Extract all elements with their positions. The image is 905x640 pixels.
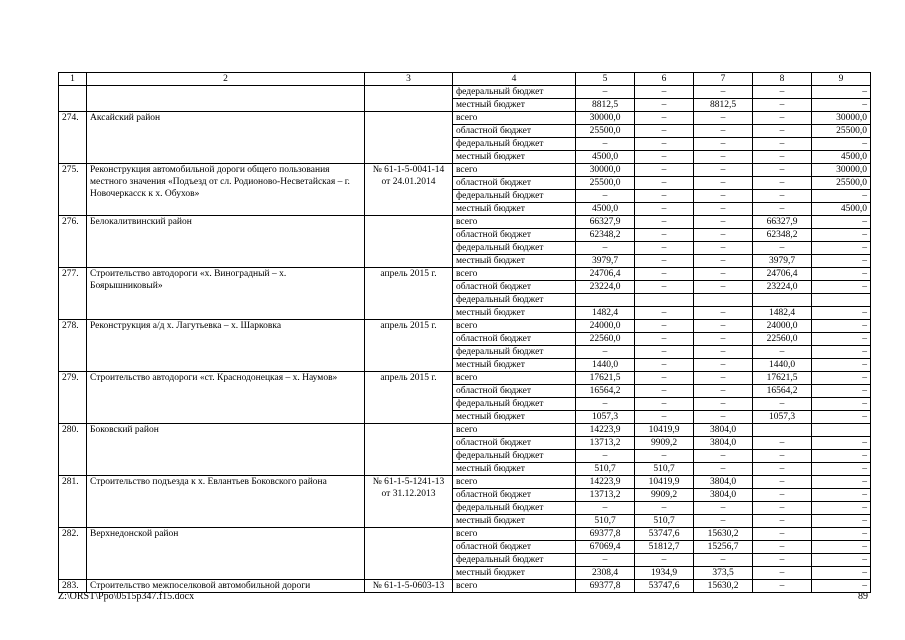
funding-source: федеральный бюджет [453, 242, 576, 255]
value-cell: – [753, 463, 812, 476]
value-cell: – [576, 86, 635, 99]
document-reference [365, 528, 453, 580]
object-name: Аксайский район [87, 112, 365, 164]
value-cell: – [753, 489, 812, 502]
value-cell: – [576, 450, 635, 463]
value-cell: – [635, 138, 694, 151]
value-cell: 24706,4 [576, 268, 635, 281]
value-cell [812, 424, 871, 437]
document-cell [365, 86, 453, 112]
value-cell: – [812, 580, 871, 593]
value-cell: 24706,4 [753, 268, 812, 281]
value-cell: – [576, 242, 635, 255]
value-cell: – [694, 255, 753, 268]
funding-source: всего [453, 528, 576, 541]
value-cell: – [694, 320, 753, 333]
value-cell: 1057,3 [576, 411, 635, 424]
column-number: 4 [453, 73, 576, 86]
document-reference [365, 112, 453, 164]
value-cell: – [694, 125, 753, 138]
value-cell: – [635, 125, 694, 138]
value-cell: 14223,9 [576, 476, 635, 489]
funding-source: всего [453, 320, 576, 333]
value-cell: – [635, 229, 694, 242]
funding-source: областной бюджет [453, 333, 576, 346]
value-cell: – [812, 541, 871, 554]
value-cell: 53747,6 [635, 580, 694, 593]
value-cell: – [753, 567, 812, 580]
funding-source: областной бюджет [453, 385, 576, 398]
value-cell: – [694, 346, 753, 359]
column-number: 1 [59, 73, 87, 86]
value-cell: – [635, 450, 694, 463]
funding-source: федеральный бюджет [453, 190, 576, 203]
value-cell: – [694, 151, 753, 164]
value-cell: – [635, 216, 694, 229]
value-cell: – [635, 190, 694, 203]
funding-source: федеральный бюджет [453, 86, 576, 99]
value-cell: – [753, 398, 812, 411]
value-cell: – [694, 411, 753, 424]
document-reference [365, 216, 453, 268]
value-cell: 373,5 [694, 567, 753, 580]
value-cell: 23224,0 [576, 281, 635, 294]
value-cell: – [635, 359, 694, 372]
value-cell: – [635, 554, 694, 567]
row-number: 274. [59, 112, 87, 164]
value-cell: – [812, 281, 871, 294]
value-cell: 22560,0 [576, 333, 635, 346]
value-cell: – [576, 346, 635, 359]
funding-source: федеральный бюджет [453, 398, 576, 411]
value-cell: – [635, 203, 694, 216]
value-cell: – [753, 203, 812, 216]
value-cell: – [753, 190, 812, 203]
value-cell: – [812, 502, 871, 515]
value-cell: – [812, 385, 871, 398]
value-cell: 3804,0 [694, 437, 753, 450]
value-cell: 30000,0 [576, 164, 635, 177]
document-reference [365, 424, 453, 476]
column-number: 2 [87, 73, 365, 86]
value-cell: – [635, 99, 694, 112]
value-cell: – [694, 216, 753, 229]
value-cell: – [753, 502, 812, 515]
value-cell: 1440,0 [753, 359, 812, 372]
table-row [59, 112, 871, 125]
value-cell: – [576, 502, 635, 515]
value-cell: – [694, 359, 753, 372]
document-reference: № 61-1-5-0041-14 от 24.01.2014 [365, 164, 453, 216]
table-row [59, 372, 871, 385]
value-cell: – [694, 112, 753, 125]
value-cell: 16564,2 [753, 385, 812, 398]
value-cell: – [812, 99, 871, 112]
funding-source: местный бюджет [453, 567, 576, 580]
value-cell: 67069,4 [576, 541, 635, 554]
value-cell: – [694, 203, 753, 216]
value-cell: 1482,4 [576, 307, 635, 320]
value-cell: 23224,0 [753, 281, 812, 294]
funding-source: местный бюджет [453, 463, 576, 476]
value-cell: 4500,0 [576, 203, 635, 216]
funding-source: областной бюджет [453, 125, 576, 138]
document-reference: апрель 2015 г. [365, 268, 453, 320]
value-cell: – [635, 151, 694, 164]
value-cell: 1057,3 [753, 411, 812, 424]
value-cell: – [694, 138, 753, 151]
value-cell: – [812, 255, 871, 268]
value-cell: – [635, 411, 694, 424]
row-number: 281. [59, 476, 87, 528]
funding-source: федеральный бюджет [453, 294, 576, 307]
value-cell: 30000,0 [576, 112, 635, 125]
column-number: 5 [576, 73, 635, 86]
value-cell: – [694, 450, 753, 463]
column-number: 8 [753, 73, 812, 86]
funding-source: федеральный бюджет [453, 346, 576, 359]
document-reference: № 61-1-5-0603-13 [365, 580, 453, 593]
value-cell: – [753, 164, 812, 177]
value-cell: – [576, 138, 635, 151]
value-cell: – [812, 229, 871, 242]
value-cell: 15256,7 [694, 541, 753, 554]
value-cell: – [753, 515, 812, 528]
value-cell: 14223,9 [576, 424, 635, 437]
value-cell [694, 294, 753, 307]
value-cell: – [694, 385, 753, 398]
value-cell: 66327,9 [753, 216, 812, 229]
funding-source: местный бюджет [453, 203, 576, 216]
row-number-cell [59, 86, 87, 112]
value-cell: 17621,5 [753, 372, 812, 385]
value-cell: 25500,0 [576, 125, 635, 138]
value-cell: – [694, 372, 753, 385]
value-cell: 24000,0 [576, 320, 635, 333]
value-cell: 69377,8 [576, 528, 635, 541]
value-cell: – [694, 242, 753, 255]
value-cell: 51812,7 [635, 541, 694, 554]
value-cell: – [812, 138, 871, 151]
value-cell: – [753, 99, 812, 112]
value-cell: 30000,0 [812, 164, 871, 177]
column-number: 7 [694, 73, 753, 86]
value-cell: – [635, 333, 694, 346]
value-cell: – [694, 86, 753, 99]
value-cell: – [753, 112, 812, 125]
value-cell: 53747,6 [635, 528, 694, 541]
funding-source: областной бюджет [453, 177, 576, 190]
value-cell: – [812, 359, 871, 372]
table-row [59, 320, 871, 333]
value-cell: – [635, 177, 694, 190]
value-cell: – [812, 320, 871, 333]
funding-source: областной бюджет [453, 229, 576, 242]
funding-source: федеральный бюджет [453, 502, 576, 515]
value-cell: 3979,7 [753, 255, 812, 268]
funding-source: федеральный бюджет [453, 138, 576, 151]
value-cell: – [753, 86, 812, 99]
value-cell: – [635, 502, 694, 515]
funding-source: областной бюджет [453, 281, 576, 294]
value-cell: – [812, 242, 871, 255]
value-cell: 66327,9 [576, 216, 635, 229]
value-cell: – [812, 190, 871, 203]
object-name: Боковский район [87, 424, 365, 476]
funding-source: всего [453, 268, 576, 281]
value-cell: – [753, 528, 812, 541]
value-cell: 3804,0 [694, 424, 753, 437]
value-cell: – [635, 320, 694, 333]
value-cell: – [635, 346, 694, 359]
value-cell: – [812, 307, 871, 320]
value-cell: 8812,5 [576, 99, 635, 112]
row-number: 276. [59, 216, 87, 268]
value-cell: – [753, 450, 812, 463]
table-row [59, 216, 871, 229]
funding-source: всего [453, 164, 576, 177]
funding-source: местный бюджет [453, 151, 576, 164]
funding-source: областной бюджет [453, 437, 576, 450]
value-cell: 15630,2 [694, 528, 753, 541]
table-row [59, 268, 871, 281]
document-reference: № 61-1-5-1241-13 от 31.12.2013 [365, 476, 453, 528]
value-cell: – [812, 86, 871, 99]
value-cell: – [576, 554, 635, 567]
value-cell: – [635, 385, 694, 398]
page-number: 89 [858, 591, 868, 602]
value-cell: – [812, 450, 871, 463]
object-name: Строительство подъезда к х. Евлантьев Боковского района [87, 476, 365, 528]
value-cell: – [812, 515, 871, 528]
value-cell: – [635, 307, 694, 320]
column-number: 6 [635, 73, 694, 86]
row-number: 280. [59, 424, 87, 476]
value-cell: – [694, 281, 753, 294]
value-cell: 9909,2 [635, 489, 694, 502]
funding-source: всего [453, 424, 576, 437]
value-cell: – [694, 554, 753, 567]
value-cell: 10419,9 [635, 424, 694, 437]
value-cell: – [576, 398, 635, 411]
value-cell: – [635, 242, 694, 255]
value-cell: – [812, 346, 871, 359]
value-cell: – [635, 255, 694, 268]
value-cell: – [812, 268, 871, 281]
row-number: 283. [59, 580, 87, 593]
value-cell: – [812, 476, 871, 489]
object-name: Строительство автодороги «ст. Краснодонецкая – х. Наумов» [87, 372, 365, 424]
value-cell: 25500,0 [812, 177, 871, 190]
object-name: Строительство автодороги «х. Виноградный – х. Боярышниковый» [87, 268, 365, 320]
object-name: Верхнедонской район [87, 528, 365, 580]
value-cell: – [812, 554, 871, 567]
object-name: Строительство межпоселковой автомобильной дороги [87, 580, 365, 593]
value-cell: – [694, 398, 753, 411]
value-cell: 69377,8 [576, 580, 635, 593]
value-cell: – [753, 125, 812, 138]
value-cell: 510,7 [576, 515, 635, 528]
value-cell: – [694, 177, 753, 190]
value-cell: – [753, 476, 812, 489]
document-reference: апрель 2015 г. [365, 320, 453, 372]
funding-source: федеральный бюджет [453, 450, 576, 463]
object-name: Белокалитвинский район [87, 216, 365, 268]
row-number: 275. [59, 164, 87, 216]
value-cell: – [694, 190, 753, 203]
value-cell: – [635, 398, 694, 411]
value-cell: 510,7 [635, 515, 694, 528]
funding-source: федеральный бюджет [453, 554, 576, 567]
value-cell: – [694, 164, 753, 177]
object-name: Реконструкция а/д х. Лагутьевка – х. Шарковка [87, 320, 365, 372]
value-cell: – [635, 372, 694, 385]
value-cell: 3979,7 [576, 255, 635, 268]
value-cell: 3804,0 [694, 489, 753, 502]
value-cell: – [812, 489, 871, 502]
funding-source: местный бюджет [453, 411, 576, 424]
value-cell: – [753, 138, 812, 151]
budget-table [58, 72, 871, 593]
row-number: 282. [59, 528, 87, 580]
value-cell: – [694, 268, 753, 281]
value-cell: 2308,4 [576, 567, 635, 580]
value-cell: – [753, 554, 812, 567]
value-cell: 4500,0 [812, 151, 871, 164]
funding-source: всего [453, 112, 576, 125]
value-cell: – [635, 86, 694, 99]
value-cell [635, 294, 694, 307]
value-cell: – [812, 372, 871, 385]
value-cell: – [694, 502, 753, 515]
funding-source: местный бюджет [453, 515, 576, 528]
row-number: 279. [59, 372, 87, 424]
value-cell: 15630,2 [694, 580, 753, 593]
value-cell: – [812, 333, 871, 346]
column-number: 9 [812, 73, 871, 86]
value-cell: – [753, 437, 812, 450]
document-reference: апрель 2015 г. [365, 372, 453, 424]
funding-source: всего [453, 216, 576, 229]
value-cell: – [635, 164, 694, 177]
value-cell: – [753, 151, 812, 164]
value-cell: 10419,9 [635, 476, 694, 489]
value-cell [753, 294, 812, 307]
value-cell: – [635, 112, 694, 125]
value-cell: 25500,0 [812, 125, 871, 138]
value-cell: – [812, 398, 871, 411]
value-cell: – [694, 333, 753, 346]
funding-source: областной бюджет [453, 489, 576, 502]
funding-source: местный бюджет [453, 359, 576, 372]
column-number: 3 [365, 73, 453, 86]
object-name-cell [87, 86, 365, 112]
value-cell: – [694, 307, 753, 320]
value-cell: – [753, 580, 812, 593]
value-cell: – [635, 268, 694, 281]
table-row [59, 164, 871, 177]
value-cell: 25500,0 [576, 177, 635, 190]
table-row [59, 424, 871, 437]
column-number-row [59, 73, 871, 86]
value-cell: 24000,0 [753, 320, 812, 333]
value-cell: – [812, 463, 871, 476]
value-cell [753, 424, 812, 437]
row-number: 278. [59, 320, 87, 372]
value-cell: – [812, 528, 871, 541]
table-row [59, 86, 871, 99]
value-cell [576, 294, 635, 307]
value-cell: – [753, 541, 812, 554]
value-cell: – [753, 177, 812, 190]
funding-source: всего [453, 580, 576, 593]
object-name: Реконструкция автомобильной дороги общего пользования местного значения «Подъезд от сл. Родионово-Несветайская – г. Новочеркасск к х. Обухов» [87, 164, 365, 216]
value-cell: 22560,0 [753, 333, 812, 346]
funding-source: областной бюджет [453, 541, 576, 554]
value-cell: – [812, 567, 871, 580]
value-cell: – [694, 229, 753, 242]
value-cell: 3804,0 [694, 476, 753, 489]
value-cell: 16564,2 [576, 385, 635, 398]
funding-source: местный бюджет [453, 255, 576, 268]
table-row [59, 476, 871, 489]
value-cell: – [812, 437, 871, 450]
value-cell: – [753, 346, 812, 359]
value-cell: 8812,5 [694, 99, 753, 112]
value-cell: – [753, 242, 812, 255]
funding-source: всего [453, 476, 576, 489]
value-cell: 4500,0 [812, 203, 871, 216]
value-cell: 13713,2 [576, 437, 635, 450]
value-cell: 62348,2 [753, 229, 812, 242]
file-path: Z:\ORST\Ppo\0515p347.f15.docx [58, 591, 195, 602]
value-cell: – [812, 216, 871, 229]
value-cell: 1934,9 [635, 567, 694, 580]
value-cell: 4500,0 [576, 151, 635, 164]
value-cell: – [694, 463, 753, 476]
value-cell [812, 294, 871, 307]
funding-source: всего [453, 372, 576, 385]
value-cell: 62348,2 [576, 229, 635, 242]
funding-source: местный бюджет [453, 307, 576, 320]
row-number: 277. [59, 268, 87, 320]
value-cell: 30000,0 [812, 112, 871, 125]
funding-source: местный бюджет [453, 99, 576, 112]
value-cell: – [576, 190, 635, 203]
value-cell: 17621,5 [576, 372, 635, 385]
value-cell: 510,7 [576, 463, 635, 476]
value-cell: – [694, 515, 753, 528]
value-cell: 1482,4 [753, 307, 812, 320]
value-cell: 1440,0 [576, 359, 635, 372]
value-cell: – [812, 411, 871, 424]
value-cell: – [635, 281, 694, 294]
value-cell: 9909,2 [635, 437, 694, 450]
table-row [59, 528, 871, 541]
value-cell: 13713,2 [576, 489, 635, 502]
value-cell: 510,7 [635, 463, 694, 476]
